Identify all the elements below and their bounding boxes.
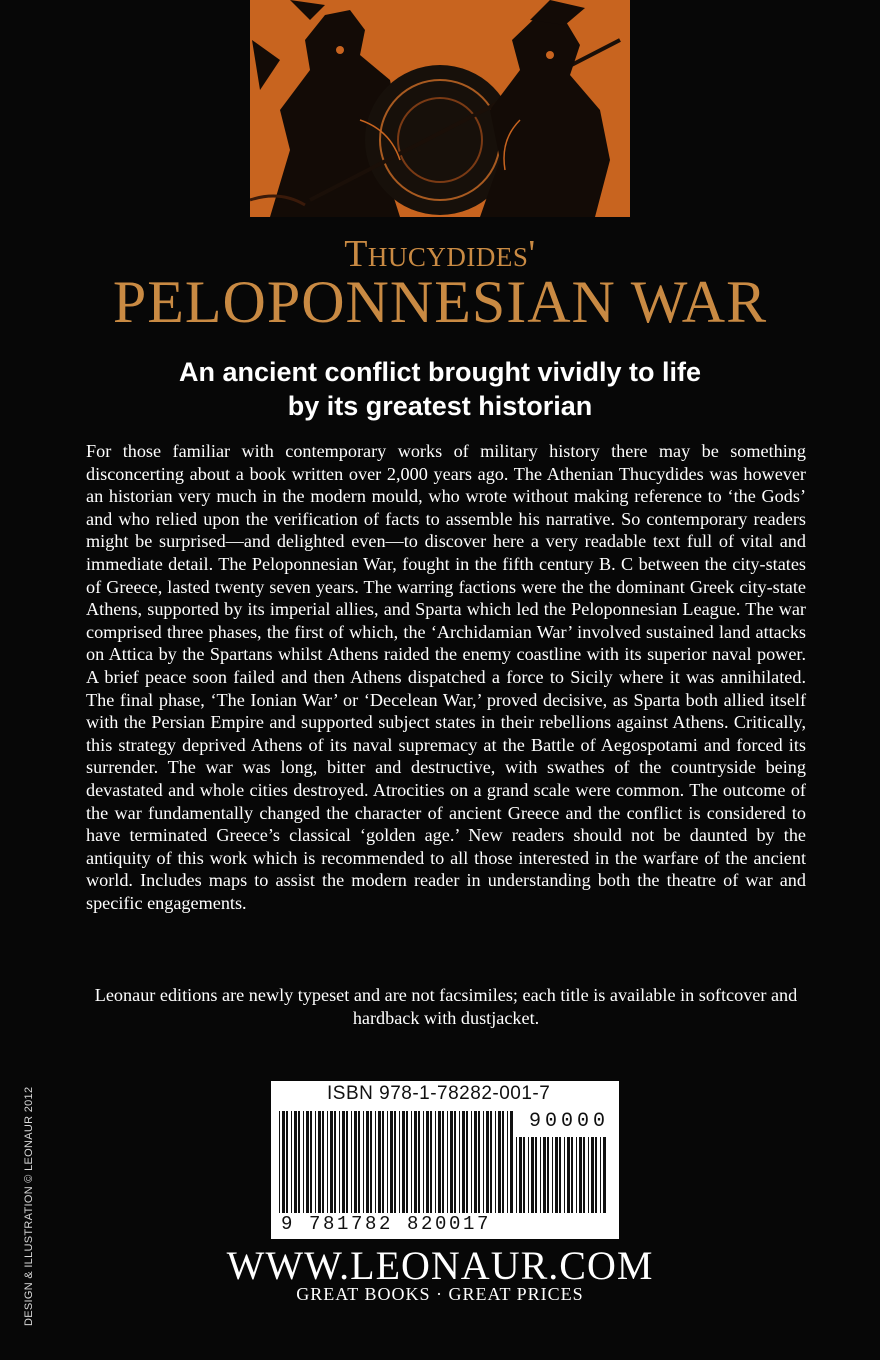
book-title: PELOPONNESIAN WAR	[112, 269, 768, 335]
blurb-paragraph: For those familiar with contemporary works of military history there may be something disconcerting about a book written over 2,000 years ago. The Athenian Thucydides was however an historian very much in the modern mould, who wrote without making reference to ‘the Gods’ and who relied upon the verification of facts to assemble his narrative. So contemporary readers might be surprised—and delighted even—to discover here a very readable text full of vital and immediate detail. The Peloponnesian War, fought in the fifth century B. C between the city-states of Greece, lasted twenty seven years. The warring factions were the the dominant Greek city-state Athens, supported by its imperial allies, and Sparta which led the Peloponnesian League. The war comprised three phases, the first of which, the ‘Archidamian War’ involved sustained land attacks on Attica by the Spartans whilst Athens raided the enemy coastline with its superior naval power. A brief peace soon failed and then Athens dispatched a force to Sicily where it was annihilated. The final phase, ‘The Ionian War’ or ‘Decelean War,’ proved decisive, as Sparta both allied itself with the Persian Empire and supported subject states in their rebellions against Athens. Critically, this strategy deprived Athens of its naval supremacy at the Battle of Aegospotami and forced its surrender. The war was long, bitter and destructive, with swathes of the countryside being devastated and whole cities destroyed. Atrocities on a grand scale were common. The outcome of the war fundamentally changed the character of ancient Greece and the conflict is considered to have terminated Greece’s classical ‘golden age.’ New readers should not be daunted by the antiquity of this work which is recommended to all those interested in the warfare of the ancient world. Includes maps to assist the modern reader in understanding both the theatre of war and specific engagements.	[86, 441, 806, 913]
cover-illustration	[250, 0, 630, 217]
title-author: Thucydides'	[344, 233, 536, 275]
publisher-slogan: GREAT BOOKS · GREAT PRICES	[296, 1284, 584, 1304]
website-url: WWW.LEONAUR.COM	[226, 1243, 654, 1288]
barcode-bars	[279, 1111, 519, 1213]
isbn-label: ISBN 978-1-78282-001-7	[327, 1083, 551, 1104]
price-code: 90000	[528, 1110, 609, 1133]
ean-digits: 9 781782 820017	[281, 1213, 492, 1235]
price-barcode-bars	[516, 1137, 611, 1213]
editions-note: Leonaur editions are newly typeset and are not facsimiles; each title is available in softcover and hardback with dustjacket.	[94, 985, 798, 1028]
blurb	[86, 440, 806, 914]
tagline-line-2: by its greatest historian	[287, 391, 593, 421]
tagline-line-1: An ancient conflict brought vividly to life	[178, 357, 702, 387]
greek-vase-warriors-icon	[250, 0, 630, 217]
design-credit: DESIGN & ILLUSTRATION © LEONAUR 2012	[23, 1086, 35, 1326]
tagline	[0, 355, 880, 423]
barcode-panel	[271, 1081, 619, 1239]
